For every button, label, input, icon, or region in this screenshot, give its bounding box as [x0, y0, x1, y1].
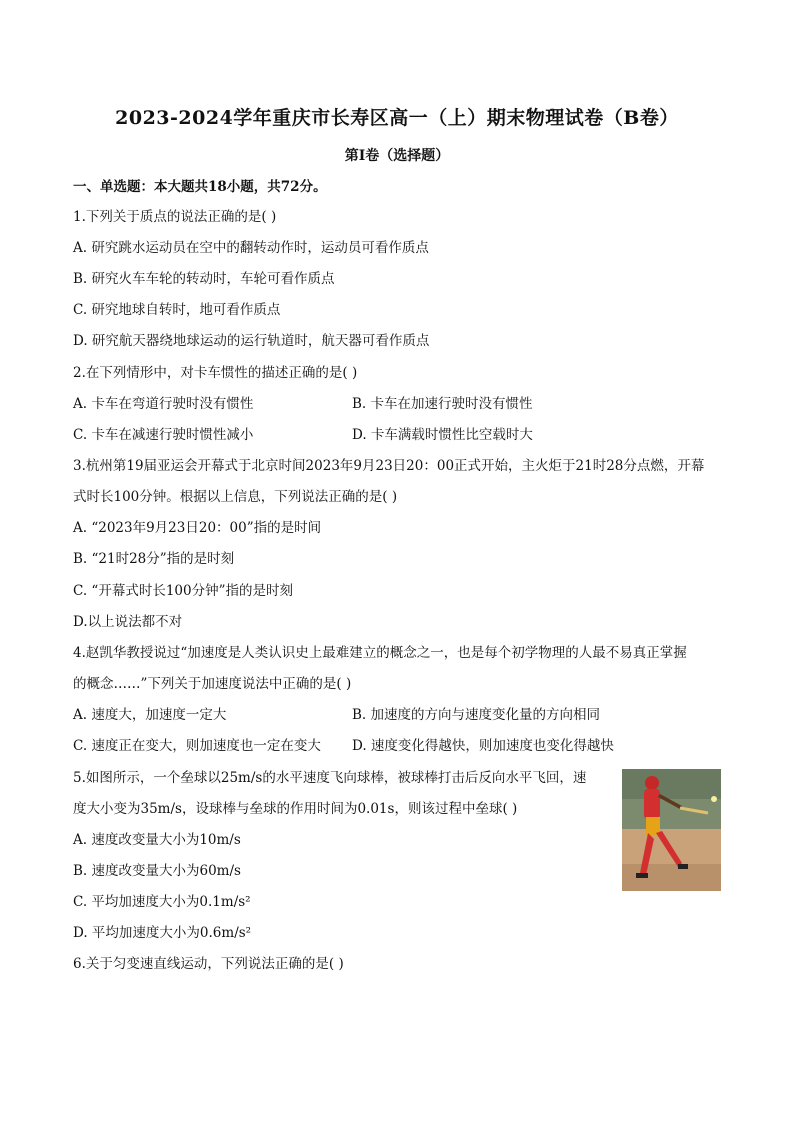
- q5-option-c: C. 平均加速度大小为0.1m/s²: [73, 894, 251, 910]
- q5-option-b: B. 速度改变量大小为60m/s: [73, 863, 241, 879]
- q4-option-a: A. 速度大，加速度一定大: [73, 707, 227, 723]
- page-title: 2023-2024学年重庆市长寿区高一（上）期末物理试卷（B卷）: [115, 107, 679, 129]
- section-heading: 一、单选题：本大题共18小题，共72分。: [73, 179, 327, 195]
- q2-option-d: D. 卡车满载时惯性比空载时大: [352, 427, 533, 443]
- q3-stem-line2: 式时长100分钟。根据以上信息，下列说法正确的是( ): [73, 489, 398, 505]
- q1-stem: 1.下列关于质点的说法正确的是( ): [73, 209, 277, 225]
- q3-stem-line1: 3.杭州第19届亚运会开幕式于北京时间2023年9月23日20：00正式开始，主火炬于21时28分点燃，开幕: [73, 458, 705, 474]
- q1-option-d: D. 研究航天器绕地球运动的运行轨道时，航天器可看作质点: [73, 333, 430, 349]
- q2-option-b: B. 卡车在加速行驶时没有惯性: [352, 396, 533, 412]
- q2-option-a: A. 卡车在弯道行驶时没有惯性: [73, 396, 254, 412]
- q1-option-c: C. 研究地球自转时，地可看作质点: [73, 302, 281, 318]
- q4-option-b: B. 加速度的方向与速度变化量的方向相同: [352, 707, 601, 723]
- q4-stem-line2: 的概念……”下列关于加速度说法中正确的是( ): [73, 676, 352, 692]
- q4-stem-line1: 4.赵凯华教授说过“加速度是人类认识史上最难建立的概念之一，也是每个初学物理的人最不易真正掌握: [73, 645, 687, 661]
- q2-stem: 2.在下列情形中，对卡车惯性的描述正确的是( ): [73, 365, 358, 381]
- q3-option-a: A. “2023年9月23日20：00”指的是时间: [73, 520, 322, 536]
- q5-stem-line2: 度大小变为35m/s，设球棒与垒球的作用时间为0.01s，则该过程中垒球( ): [73, 801, 518, 817]
- q3-option-d: D.以上说法都不对: [73, 614, 183, 630]
- q6-stem: 6.关于匀变速直线运动，下列说法正确的是( ): [73, 956, 344, 972]
- q4-option-c: C. 速度正在变大，则加速度也一定在变大: [73, 738, 321, 754]
- softball-batter-photo: [622, 769, 721, 891]
- q2-option-c: C. 卡车在减速行驶时惯性减小: [73, 427, 254, 443]
- q5-stem-line1: 5.如图所示，一个垒球以25m/s的水平速度飞向球棒，被球棒打击后反向水平飞回，速: [73, 770, 587, 786]
- q3-option-b: B. “21时28分”指的是时刻: [73, 551, 235, 567]
- q4-option-d: D. 速度变化得越快，则加速度也变化得越快: [352, 738, 614, 754]
- q5-option-d: D. 平均加速度大小为0.6m/s²: [73, 925, 252, 941]
- q3-option-c: C. “开幕式时长100分钟”指的是时刻: [73, 583, 294, 599]
- q5-option-a: A. 速度改变量大小为10m/s: [73, 832, 241, 848]
- q1-option-a: A. 研究跳水运动员在空中的翻转动作时，运动员可看作质点: [73, 240, 429, 256]
- section-volume-title: 第I卷（选择题）: [344, 148, 450, 164]
- q1-option-b: B. 研究火车车轮的转动时，车轮可看作质点: [73, 271, 335, 287]
